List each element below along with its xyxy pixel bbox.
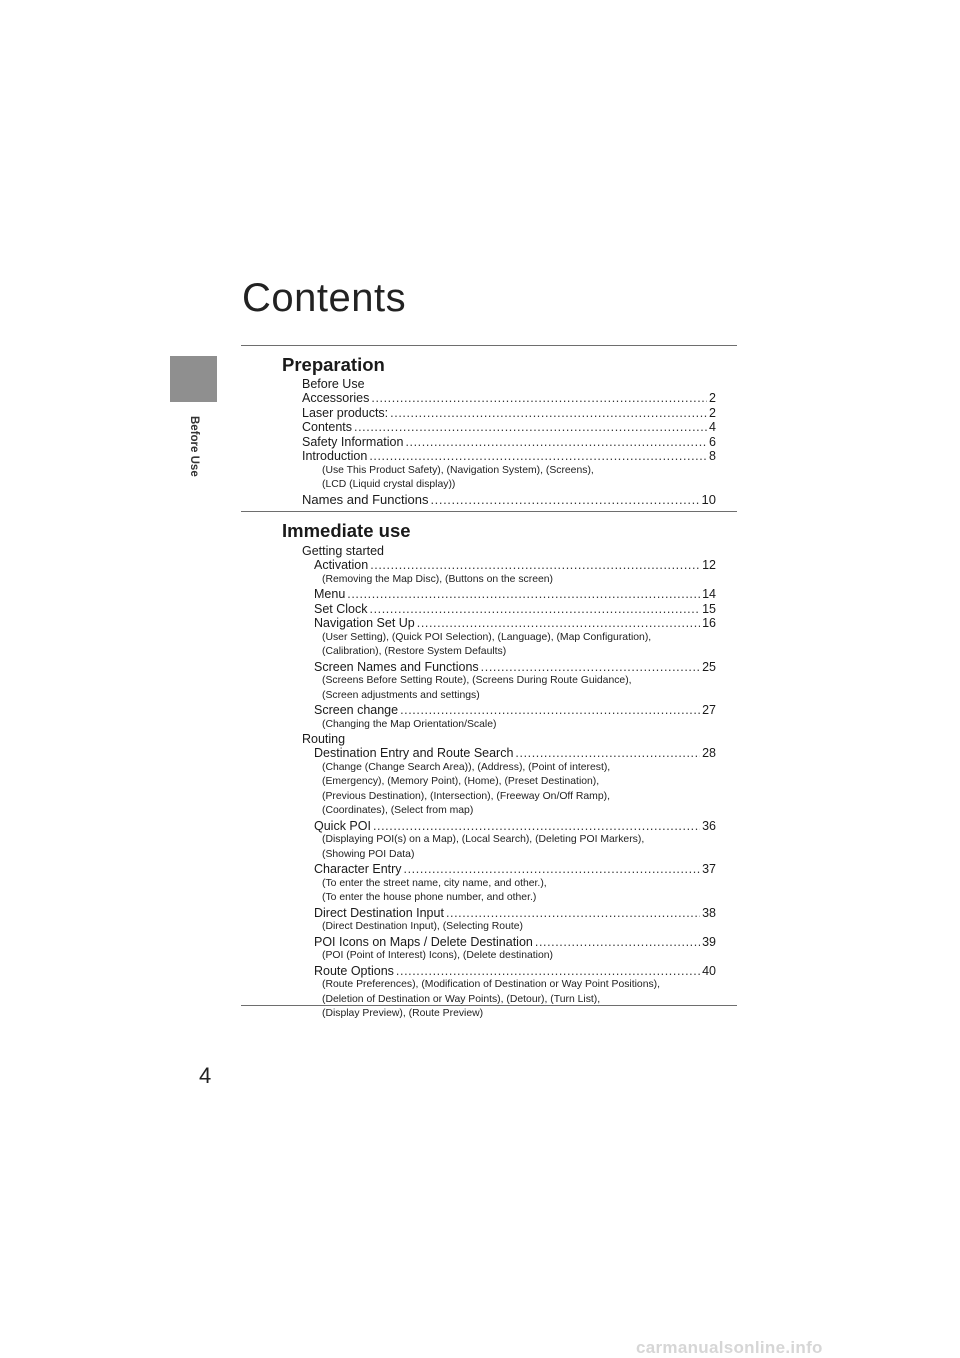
toc-subtopics: (Screen adjustments and settings) [322, 689, 480, 701]
toc-entry-label: Screen Names and Functions [314, 659, 479, 674]
toc-page-number: 39 [702, 934, 716, 949]
toc-subtopics: (Changing the Map Orientation/Scale) [322, 718, 497, 730]
toc-entry-label: Quick POI [314, 818, 371, 833]
section-heading-immediate-use: Immediate use [282, 520, 411, 541]
toc-entry-label: Contents [302, 420, 353, 434]
toc-entry-label: Destination Entry and Route Search [314, 746, 514, 760]
toc-leader-dots [446, 906, 700, 921]
section-divider [241, 1005, 737, 1006]
toc-subtopics: (To enter the house phone number, and other.) [322, 892, 537, 903]
toc-entry[interactable] [302, 420, 716, 435]
toc-page-number: 2 [709, 405, 716, 420]
toc-immediate-use [302, 544, 716, 1022]
toc-subtopics: (User Setting), (Quick POI Selection), (Language), (Map Configuration), [322, 631, 652, 643]
toc-leader-dots [373, 819, 700, 834]
toc-entry[interactable] [314, 746, 716, 761]
toc-entry[interactable] [314, 558, 716, 573]
toc-entry-label: POI Icons on Maps / Delete Destination [314, 934, 533, 949]
toc-entry[interactable] [314, 616, 716, 631]
page-title: Contents [242, 276, 407, 320]
toc-entry-label: Names and Functions [302, 491, 429, 507]
toc-category: Routing [302, 732, 346, 746]
toc-page-number: 38 [702, 905, 716, 920]
section-tab-label: Before Use [188, 415, 200, 477]
toc-entry[interactable] [302, 493, 716, 508]
section-divider [241, 345, 737, 346]
toc-subtopics: (Emergency), (Memory Point), (Home), (Preset Destination), [322, 776, 600, 787]
toc-page-number: 37 [702, 862, 716, 876]
watermark: carmanualsonline.info [636, 1338, 823, 1357]
toc-subtopics: (Displaying POI(s) on a Map), (Local Search), (Deleting POI Markers), [322, 834, 645, 845]
toc-entry-label: Set Clock [314, 601, 368, 616]
toc-subtopics: (LCD (Liquid crystal display)) [322, 479, 456, 490]
toc-entry-label: Laser products: [302, 405, 389, 420]
toc-subtopics: (Removing the Map Disc), (Buttons on the screen) [322, 573, 553, 585]
toc-subtopics: (To enter the street name, city name, and other.), [322, 877, 547, 889]
toc-page-number: 12 [702, 558, 716, 572]
toc-entry-label: Navigation Set Up [314, 616, 415, 630]
toc-page-number: 2 [709, 391, 716, 405]
toc-entry-label: Introduction [302, 449, 368, 463]
toc-entry-label: Menu [314, 587, 346, 601]
toc-page-number: 15 [702, 601, 716, 616]
toc-subtopics: (POI (Point of Interest) Icons), (Delete destination) [322, 950, 553, 961]
toc-entry[interactable] [314, 862, 716, 877]
toc-entry[interactable] [314, 819, 716, 834]
toc-leader-dots [535, 935, 700, 950]
section-tab-block [170, 356, 217, 402]
toc-page-number: 4 [709, 420, 716, 434]
toc-entry-label: Accessories [302, 391, 370, 405]
toc-leader-dots [347, 587, 700, 602]
toc-entry-label: Route Options [314, 963, 394, 978]
toc-subtopics: (Route Preferences), (Modification of Destination or Way Point Positions), [322, 979, 661, 990]
toc-leader-dots [396, 964, 700, 979]
toc-leader-dots [354, 420, 707, 435]
toc-leader-dots [390, 406, 707, 421]
toc-subtopics: (Previous Destination), (Intersection), (Freeway On/Off Ramp), [322, 790, 610, 802]
toc-entry[interactable] [302, 391, 716, 406]
toc-leader-dots [369, 449, 707, 464]
toc-category: Before Use [302, 377, 365, 391]
toc-page-number: 14 [702, 587, 716, 601]
toc-subtopics: (Screens Before Setting Route), (Screens During Route Guidance), [322, 675, 632, 686]
toc-leader-dots [370, 602, 701, 617]
toc-subtopics: (Deletion of Destination or Way Points), (Detour), (Turn List), [322, 993, 601, 1005]
toc-subtopics: (Coordinates), (Select from map) [322, 805, 474, 816]
toc-leader-dots [400, 703, 700, 718]
toc-entry[interactable] [314, 660, 716, 675]
toc-entry-label: Safety Information [302, 434, 404, 449]
toc-entry[interactable] [314, 935, 716, 950]
toc-entry[interactable] [302, 406, 716, 421]
toc-page-number: 36 [702, 818, 716, 833]
section-heading-preparation: Preparation [282, 354, 385, 375]
toc-entry-label: Direct Destination Input [314, 905, 444, 920]
toc-leader-dots [417, 616, 700, 631]
toc-leader-dots [370, 558, 700, 573]
toc-entry[interactable] [302, 449, 716, 464]
toc-leader-dots [371, 391, 707, 406]
toc-subtopics: (Showing POI Data) [322, 848, 415, 860]
toc-entry-label: Character Entry [314, 862, 402, 876]
toc-page-number: 25 [702, 659, 716, 674]
toc-subtopics: (Calibration), (Restore System Defaults) [322, 646, 507, 657]
toc-preparation [302, 377, 716, 507]
toc-subtopics: (Change (Change Search Area)), (Address), (Point of interest), [322, 761, 611, 773]
toc-leader-dots [515, 746, 700, 761]
toc-entry[interactable] [314, 587, 716, 602]
toc-entry[interactable] [314, 602, 716, 617]
toc-page-number: 6 [709, 434, 716, 449]
toc-leader-dots [481, 660, 700, 675]
toc-page-number: 10 [701, 491, 716, 507]
toc-leader-dots [405, 435, 707, 450]
toc-entry[interactable] [314, 906, 716, 921]
toc-page-number: 40 [702, 963, 716, 978]
toc-entry-label: Activation [314, 558, 369, 572]
toc-page-number: 27 [702, 703, 716, 717]
toc-entry-label: Screen change [314, 703, 399, 717]
toc-subtopics: (Display Preview), (Route Preview) [322, 1008, 484, 1019]
toc-category: Getting started [302, 544, 384, 558]
toc-subtopics: (Direct Destination Input), (Selecting Route) [322, 921, 523, 932]
toc-leader-dots [404, 862, 701, 877]
toc-page-number: 8 [709, 449, 716, 463]
toc-page-number: 16 [702, 616, 716, 630]
toc-leader-dots [430, 493, 699, 508]
section-divider [241, 511, 737, 512]
toc-subtopics: (Use This Product Safety), (Navigation System), (Screens), [322, 464, 594, 476]
page-number: 4 [199, 1063, 212, 1088]
toc-entry[interactable] [314, 703, 716, 718]
toc-entry[interactable] [302, 435, 716, 450]
toc-page-number: 28 [702, 746, 716, 760]
toc-entry[interactable] [314, 964, 716, 979]
